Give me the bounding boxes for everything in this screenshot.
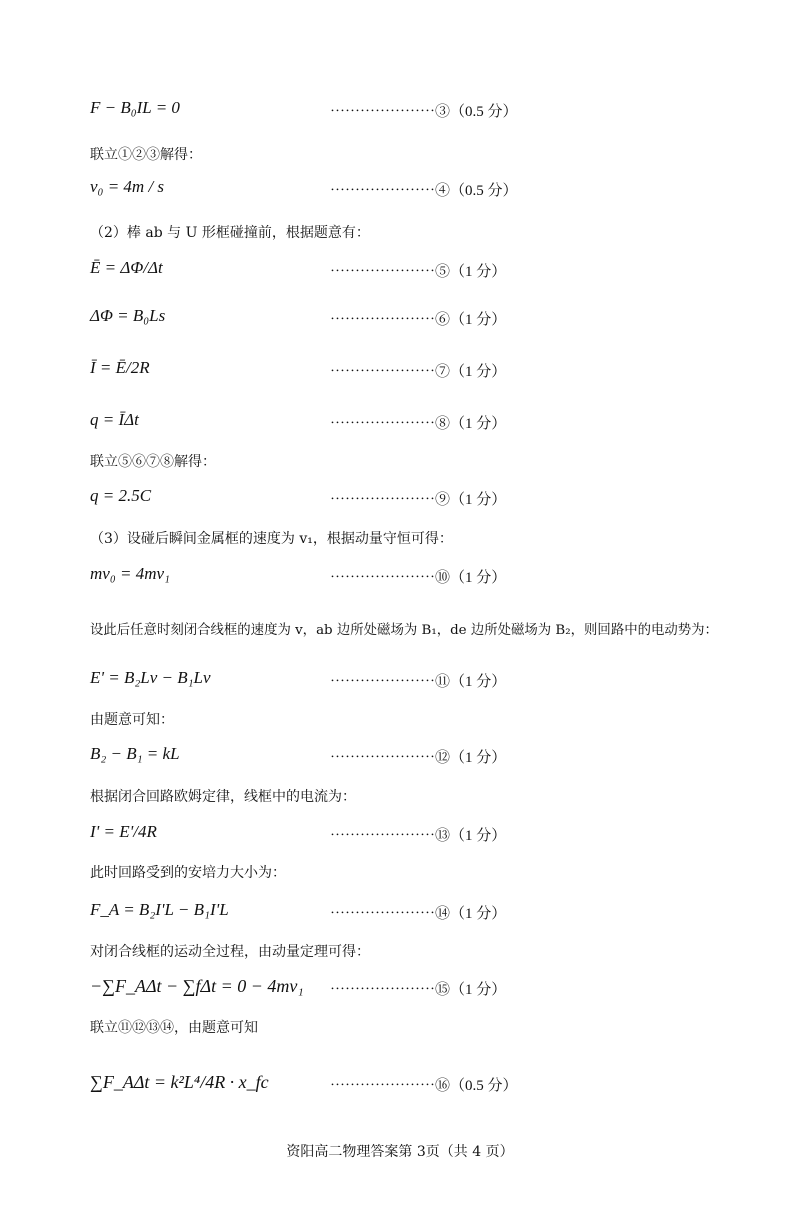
score-mark-8: ⋯⋯⋯⋯⋯⋯⋯⑧（1 分） <box>330 416 507 432</box>
equation-3: F − B₀IL = 0 <box>90 98 180 117</box>
equation-5: Ē = ΔΦ/Δt <box>90 258 163 277</box>
text-line: 联立⑤⑥⑦⑧解得： <box>90 454 216 470</box>
equation-6: ΔΦ = B₀Ls <box>90 306 166 325</box>
score-mark-12: ⋯⋯⋯⋯⋯⋯⋯⑫（1 分） <box>330 750 507 766</box>
text-line: 对闭合线框的运动全过程，由动量定理可得： <box>90 944 370 960</box>
equation-12: B₂ − B₁ = kL <box>90 744 180 763</box>
equation-14: F_A = B₂I'L − B₁I'L <box>90 900 229 919</box>
equation-15: −∑F_AΔt − ∑fΔt = 0 − 4mv₁ <box>90 976 304 996</box>
page-footer: 资阳高二物理答案第 3页（共 4 页） <box>286 1144 514 1160</box>
equation-8: q = ĪΔt <box>90 410 139 429</box>
text-line: 联立⑪⑫⑬⑭，由题意可知 <box>90 1020 258 1036</box>
text-line: 联立①②③解得： <box>90 147 202 163</box>
score-mark-13: ⋯⋯⋯⋯⋯⋯⋯⑬（1 分） <box>330 828 507 844</box>
score-mark-7: ⋯⋯⋯⋯⋯⋯⋯⑦（1 分） <box>330 364 507 380</box>
text-line: 设此后任意时刻闭合线框的速度为 v，ab 边所处磁场为 B₁，de 边所处磁场为 B₂，则回路中的电动势为： <box>90 623 718 638</box>
equation-10: mv₀ = 4mv₁ <box>90 564 170 583</box>
text-line: 由题意可知： <box>90 712 174 728</box>
section-2-heading: （2）棒 ab 与 U 形框碰撞前，根据题意有： <box>90 225 370 241</box>
score-mark-5: ⋯⋯⋯⋯⋯⋯⋯⑤（1 分） <box>330 264 507 280</box>
equation-16: ∑F_AΔt = k²L⁴/4R · x_fc <box>90 1072 269 1092</box>
section-3-heading: （3）设碰后瞬间金属框的速度为 v₁，根据动量守恒可得： <box>90 531 453 547</box>
text-line: 此时回路受到的安培力大小为： <box>90 865 286 881</box>
score-mark-6: ⋯⋯⋯⋯⋯⋯⋯⑥（1 分） <box>330 312 507 328</box>
score-mark-14: ⋯⋯⋯⋯⋯⋯⋯⑭（1 分） <box>330 906 507 922</box>
score-mark-4: ⋯⋯⋯⋯⋯⋯⋯④（0.5 分） <box>330 183 518 199</box>
score-mark-10: ⋯⋯⋯⋯⋯⋯⋯⑩（1 分） <box>330 570 507 586</box>
equation-4: v₀ = 4m / s <box>90 177 165 196</box>
score-mark-3: ⋯⋯⋯⋯⋯⋯⋯③（0.5 分） <box>330 104 518 120</box>
score-mark-15: ⋯⋯⋯⋯⋯⋯⋯⑮（1 分） <box>330 982 507 998</box>
score-mark-11: ⋯⋯⋯⋯⋯⋯⋯⑪（1 分） <box>330 674 507 690</box>
equation-13: I' = E'/4R <box>90 822 157 841</box>
score-mark-16: ⋯⋯⋯⋯⋯⋯⋯⑯（0.5 分） <box>330 1078 518 1094</box>
equation-7: Ī = Ē/2R <box>90 358 150 377</box>
text-line: 根据闭合回路欧姆定律，线框中的电流为： <box>90 789 356 805</box>
equation-11: E' = B₂Lv − B₁Lv <box>90 668 211 687</box>
equation-9: q = 2.5C <box>90 486 152 505</box>
score-mark-9: ⋯⋯⋯⋯⋯⋯⋯⑨（1 分） <box>330 492 507 508</box>
